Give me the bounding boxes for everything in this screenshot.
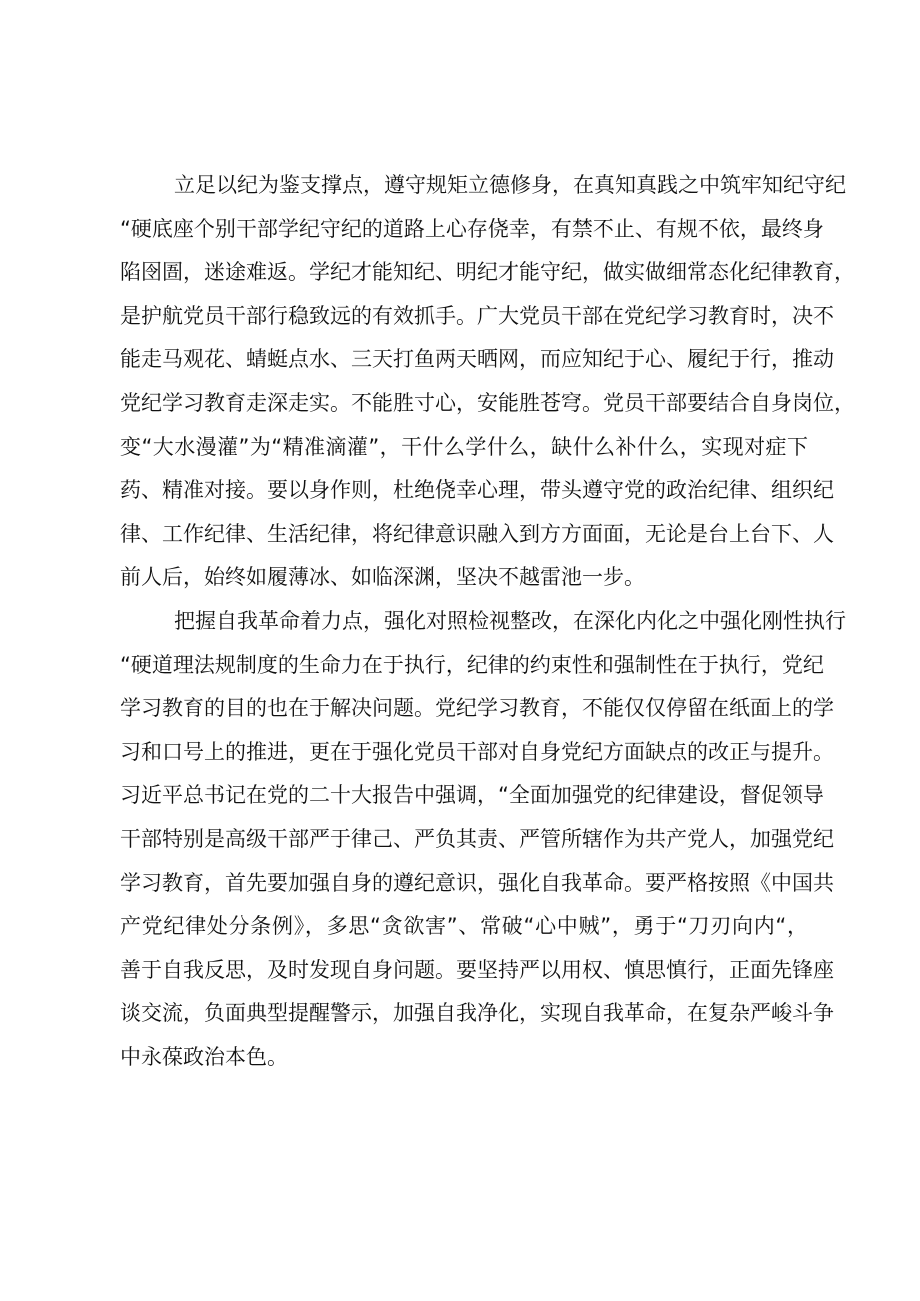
paragraph-line: 干部特别是高级干部严于律己、严负其责、严管所辖作为共产党人，加强党纪 (120, 826, 834, 851)
paragraph-line: 能走马观花、蜻蜓点水、三天打鱼两天晒网，而应知纪于心、履纪于行，推动 (120, 347, 834, 372)
paragraph-line: 党纪学习教育走深走实。不能胜寸心，安能胜苍穹。党员干部要结合自身岗位， (120, 390, 855, 415)
paragraph-line: 中永葆政治本色。 (120, 1044, 288, 1069)
paragraph-line: 陷囹圄，迷途难返。学纪才能知纪、明纪才能守纪，做实做细常态化纪律教育， (120, 260, 855, 285)
paragraph-line: 把握自我革命着力点，强化对照检视整改，在深化内化之中强化刚性执行 (174, 608, 846, 633)
paragraph-line: “硬底座个别干部学纪守纪的道路上心存侥幸，有禁不止、有规不依，最终身 (120, 216, 824, 241)
paragraph-line: 习近平总书记在党的二十大报告中强调，“全面加强党的纪律建设，督促领导 (120, 783, 824, 808)
paragraph-1 (120, 164, 855, 600)
paragraph-line: 习和口号上的推进，更在于强化党员干部对自身党纪方面缺点的改正与提升。 (120, 739, 834, 764)
paragraph-2 (120, 600, 846, 1080)
paragraph-line: 药、精准对接。要以身作则，杜绝侥幸心理，带头遵守党的政治纪律、组织纪 (120, 478, 834, 503)
paragraph-line: 学习教育，首先要加强自身的遵纪意识，强化自我革命。要严格按照《中国共 (120, 870, 834, 895)
paragraph-line: “硬道理法规制度的生命力在于执行，纪律的约束性和强制性在于执行，党纪 (120, 652, 824, 677)
document-body (120, 164, 855, 1079)
paragraph-line: 学习教育的目的也在于解决问题。党纪学习教育，不能仅仅停留在纸面上的学 (120, 696, 834, 721)
paragraph-line: 善于自我反思，及时发现自身问题。要坚持严以用权、慎思慎行，正面先锋座 (120, 957, 834, 982)
paragraph-line: 立足以纪为鉴支撑点，遵守规矩立德修身，在真知真践之中筑牢知纪守纪 (174, 173, 846, 197)
paragraph-line: 律、工作纪律、生活纪律，将纪律意识融入到方方面面，无论是台上台下、人 (120, 521, 834, 546)
paragraph-line: 谈交流，负面典型提醒警示，加强自我净化，实现自我革命，在复杂严峻斗争 (120, 1001, 834, 1026)
paragraph-line: 变“大水漫灌”为“精准滴灌”，干什么学什么，缺什么补什么，实现对症下 (120, 434, 808, 459)
paragraph-line: 前人后，始终如履薄冰、如临深渊，坚决不越雷池一步。 (120, 565, 645, 590)
paragraph-line: 是护航党员干部行稳致远的有效抓手。广大党员干部在党纪学习教育时，决不 (120, 303, 834, 328)
paragraph-line: 产党纪律处分条例》，多思“贪欲害”、常破“心中贼”，勇于“刀刃向内“， (120, 914, 808, 939)
